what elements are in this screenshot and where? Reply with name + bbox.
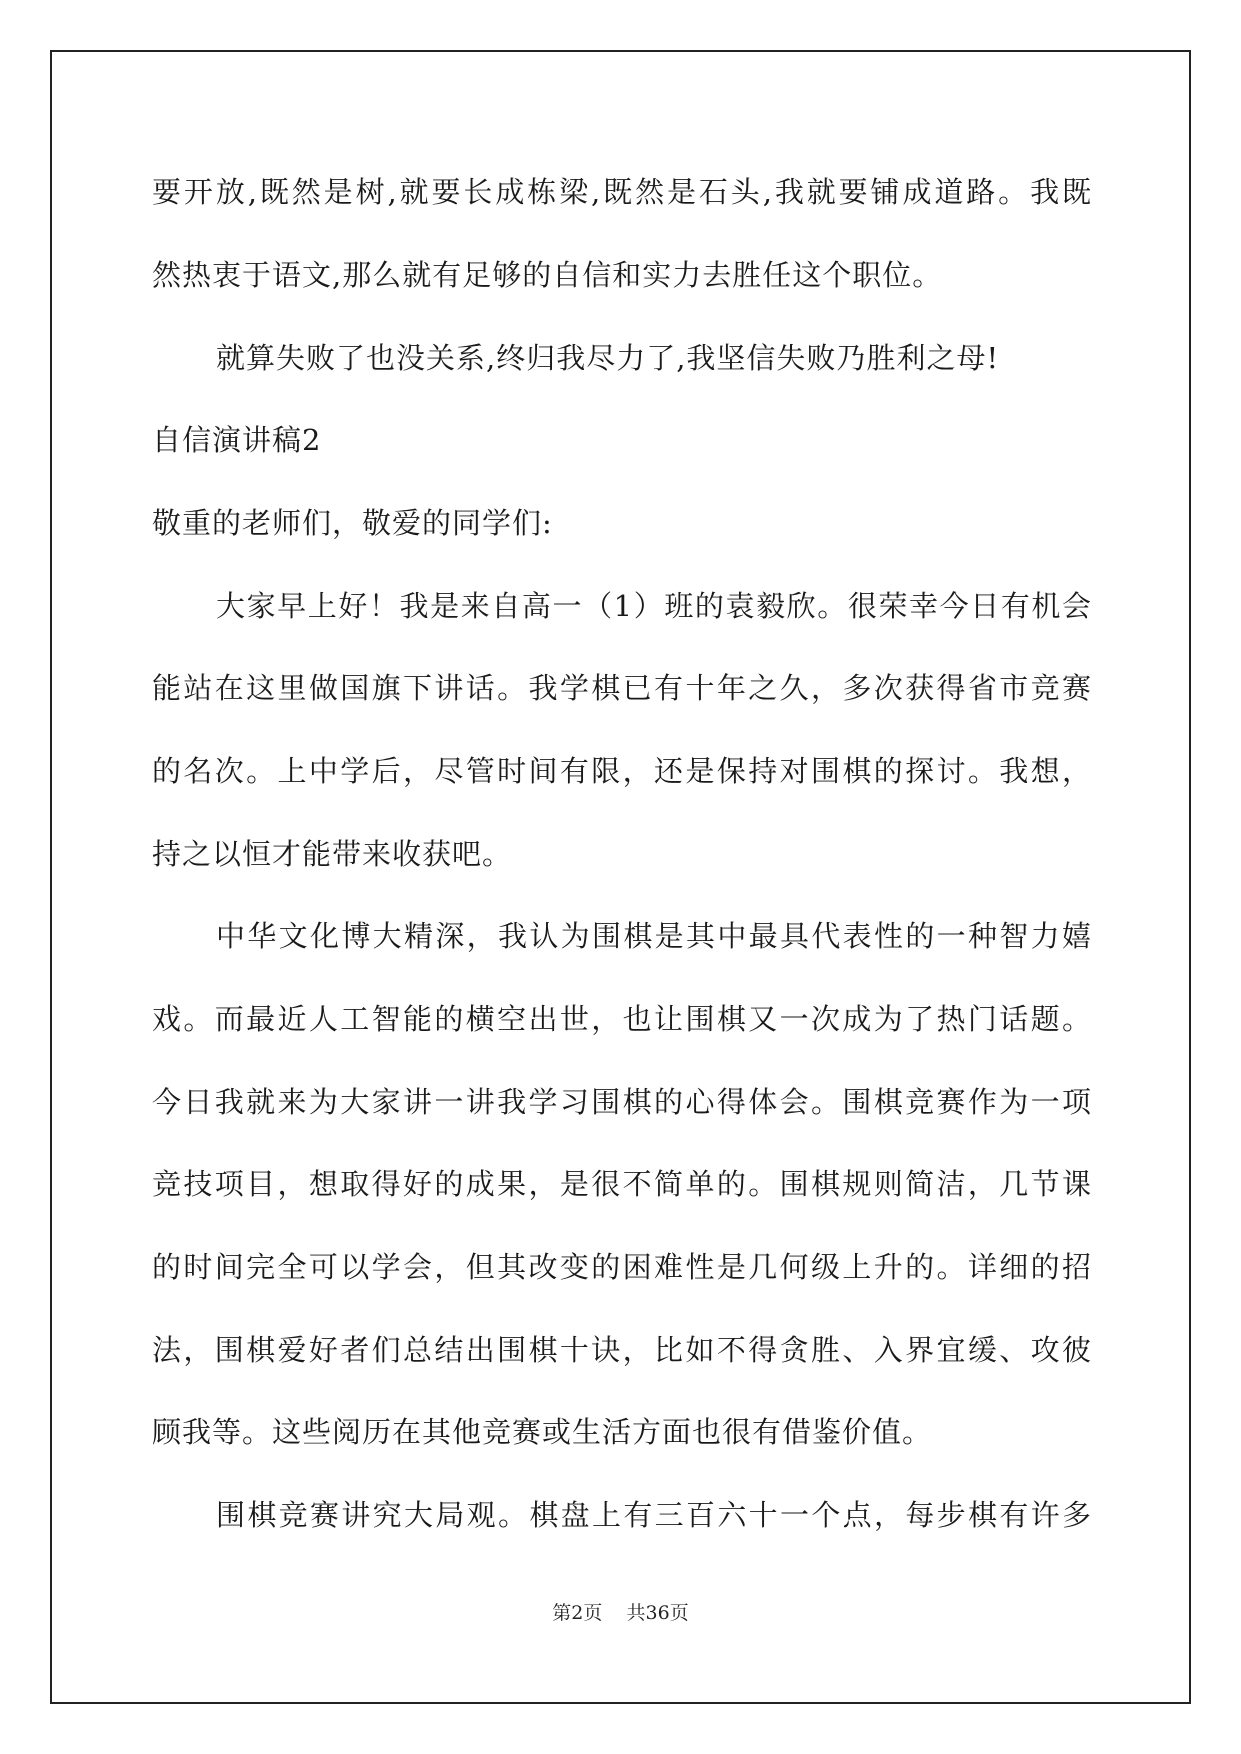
page-footer: 第2页 共36页 xyxy=(552,1602,689,1624)
body-line-3: 就算失败了也没关系,终归我尽力了,我坚信失败乃胜利之母! xyxy=(216,341,1000,375)
body-line-6: 大家早上好！我是来自高一（1）班的袁毅欣。很荣幸今日有机会 xyxy=(216,589,1092,623)
body-line-7: 能站在这里做国旗下讲话。我学棋已有十年之久，多次获得省市竞赛 xyxy=(152,671,1092,705)
body-line-12: 今日我就来为大家讲一讲我学习围棋的心得体会。围棋竞赛作为一项 xyxy=(152,1085,1092,1119)
body-line-13: 竞技项目，想取得好的成果，是很不简单的。围棋规则简洁，几节课 xyxy=(152,1167,1092,1201)
page-border xyxy=(50,50,1191,1704)
section-title: 自信演讲稿2 xyxy=(152,423,322,457)
body-line-15: 法，围棋爱好者们总结出围棋十诀，比如不得贪胜、入界宜缓、攻彼 xyxy=(152,1333,1092,1367)
body-line-11: 戏。而最近人工智能的横空出世，也让围棋又一次成为了热门话题。 xyxy=(152,1002,1092,1036)
body-line-16: 顾我等。这些阅历在其他竞赛或生活方面也很有借鉴价值。 xyxy=(152,1415,933,1449)
body-line-9: 持之以恒才能带来收获吧。 xyxy=(152,837,513,871)
body-line-8: 的名次。上中学后，尽管时间有限，还是保持对围棋的探讨。我想， xyxy=(152,754,1092,788)
salutation: 敬重的老师们，敬爱的同学们: xyxy=(152,506,553,540)
body-line-14: 的时间完全可以学会，但其改变的困难性是几何级上升的。详细的招 xyxy=(152,1250,1092,1284)
body-line-2: 然热衷于语文,那么就有足够的自信和实力去胜任这个职位。 xyxy=(152,258,943,292)
body-line-10: 中华文化博大精深，我认为围棋是其中最具代表性的一种智力嬉 xyxy=(216,919,1092,953)
body-line-1: 要开放,既然是树,就要长成栋梁,既然是石头,我就要铺成道路。我既 xyxy=(152,175,1092,209)
body-line-17: 围棋竞赛讲究大局观。棋盘上有三百六十一个点，每步棋有许多 xyxy=(216,1498,1092,1532)
